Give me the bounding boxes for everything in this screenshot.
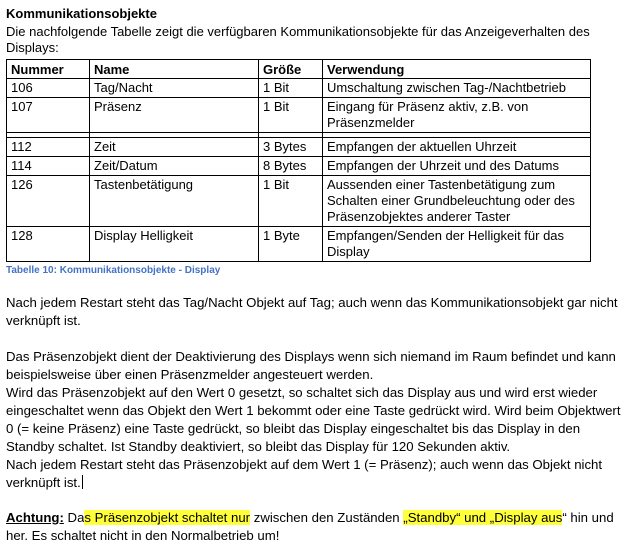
cell-name: Tastenbetätigung <box>90 176 259 227</box>
praesenz-text-line <box>6 456 626 492</box>
cell-nummer: 107 <box>7 98 90 133</box>
cell-verwendung: Aussenden einer Tastenbetätigung zum Schalten einer Grundbeleuchtung oder des Präsenzobjektes anderer Taster <box>323 176 591 227</box>
attention-note <box>6 509 626 545</box>
text-cursor <box>82 475 83 489</box>
cell-groesse: 1 Bit <box>259 98 323 133</box>
cell-groesse: 1 Byte <box>259 227 323 262</box>
cell-name: Display Helligkeit <box>90 227 259 262</box>
table-row <box>7 227 591 262</box>
document-page <box>6 0 621 543</box>
cell-verwendung: Empfangen der aktuellen Uhrzeit <box>323 138 591 157</box>
paragraph-praesenz <box>6 348 626 492</box>
communication-objects-table <box>6 59 591 262</box>
cell-verwendung: Empfangen/Senden der Helligkeit für das Display <box>323 227 591 262</box>
table-row <box>7 157 591 176</box>
cell-groesse: 1 Bit <box>259 176 323 227</box>
note-text: zwischen den Zuständen <box>250 510 404 525</box>
table-row <box>7 176 591 227</box>
header-verwendung: Verwendung <box>323 60 591 79</box>
cell-nummer: 128 <box>7 227 90 262</box>
cell-nummer: 114 <box>7 157 90 176</box>
cell-groesse: 8 Bytes <box>259 157 323 176</box>
praesenz-restart-text: Nach jedem Restart steht das Präsenzobjekt auf dem Wert 1 (= Präsenz); auch wenn das Objekt nicht verknüpft ist. <box>6 457 603 490</box>
paragraph-tag-nacht: Nach jedem Restart steht das Tag/Nacht Objekt auf Tag; auch wenn das Kommunikationsobjekt gar nicht verknüpft ist. <box>6 295 618 328</box>
header-nummer: Nummer <box>7 60 90 79</box>
cell-verwendung: Eingang für Präsenz aktiv, z.B. von Präsenzmelder <box>323 98 591 133</box>
highlighted-text: s Präsenzobjekt schaltet nur <box>84 510 251 525</box>
table-row <box>7 79 591 98</box>
table-header-row <box>7 60 591 79</box>
section-heading: Kommunikationsobjekte <box>6 6 157 21</box>
cell-nummer: 106 <box>7 79 90 98</box>
intro-text: Die nachfolgende Tabelle zeigt die verfügbaren Kommunikationsobjekte für das Anzeigeverhalten des Displays: <box>6 24 590 55</box>
cell-name: Tag/Nacht <box>90 79 259 98</box>
cell-verwendung: Empfangen der Uhrzeit und des Datums <box>323 157 591 176</box>
cell-groesse: 3 Bytes <box>259 138 323 157</box>
table-caption: Tabelle 10: Kommunikationsobjekte - Display <box>6 265 221 276</box>
highlighted-text: „Standby“ und „Display aus <box>403 510 563 525</box>
table-row <box>7 98 591 133</box>
note-text: “ hin und her. Es schaltet nicht in den Normalbetrieb um! <box>6 510 614 543</box>
cell-nummer: 112 <box>7 138 90 157</box>
cell-verwendung: Umschaltung zwischen Tag-/Nachtbetrieb <box>323 79 591 98</box>
cell-name: Präsenz <box>90 98 259 133</box>
praesenz-text-line: Das Präsenzobjekt dient der Deaktivierung des Displays wenn sich niemand im Raum befindet und kann beispielsweise über einen Präsenzmelder angesteuert werden. <box>6 349 616 382</box>
cell-groesse: 1 Bit <box>259 79 323 98</box>
header-groesse: Größe <box>259 60 323 79</box>
cell-name: Zeit <box>90 138 259 157</box>
cell-name: Zeit/Datum <box>90 157 259 176</box>
note-text: Da <box>63 510 85 525</box>
attention-label: Achtung: <box>6 510 64 525</box>
header-name: Name <box>90 60 259 79</box>
praesenz-text-line: Wird das Präsenzobjekt auf den Wert 0 gesetzt, so schaltet sich das Display aus und wird erst wieder eingeschaltet wenn das Objekt den Wert 1 bekommt oder eine Taste gedrückt wird. Wird beim Objektwert 0 (= keine Präsenz) eine Taste gedrückt, so bleibt das Display eingeschaltet bis das Display in den Standby schaltet. Ist Standby deaktiviert, so bleibt das Display für 120 Sekunden aktiv. <box>6 385 621 454</box>
cell-nummer: 126 <box>7 176 90 227</box>
table-row <box>7 138 591 157</box>
